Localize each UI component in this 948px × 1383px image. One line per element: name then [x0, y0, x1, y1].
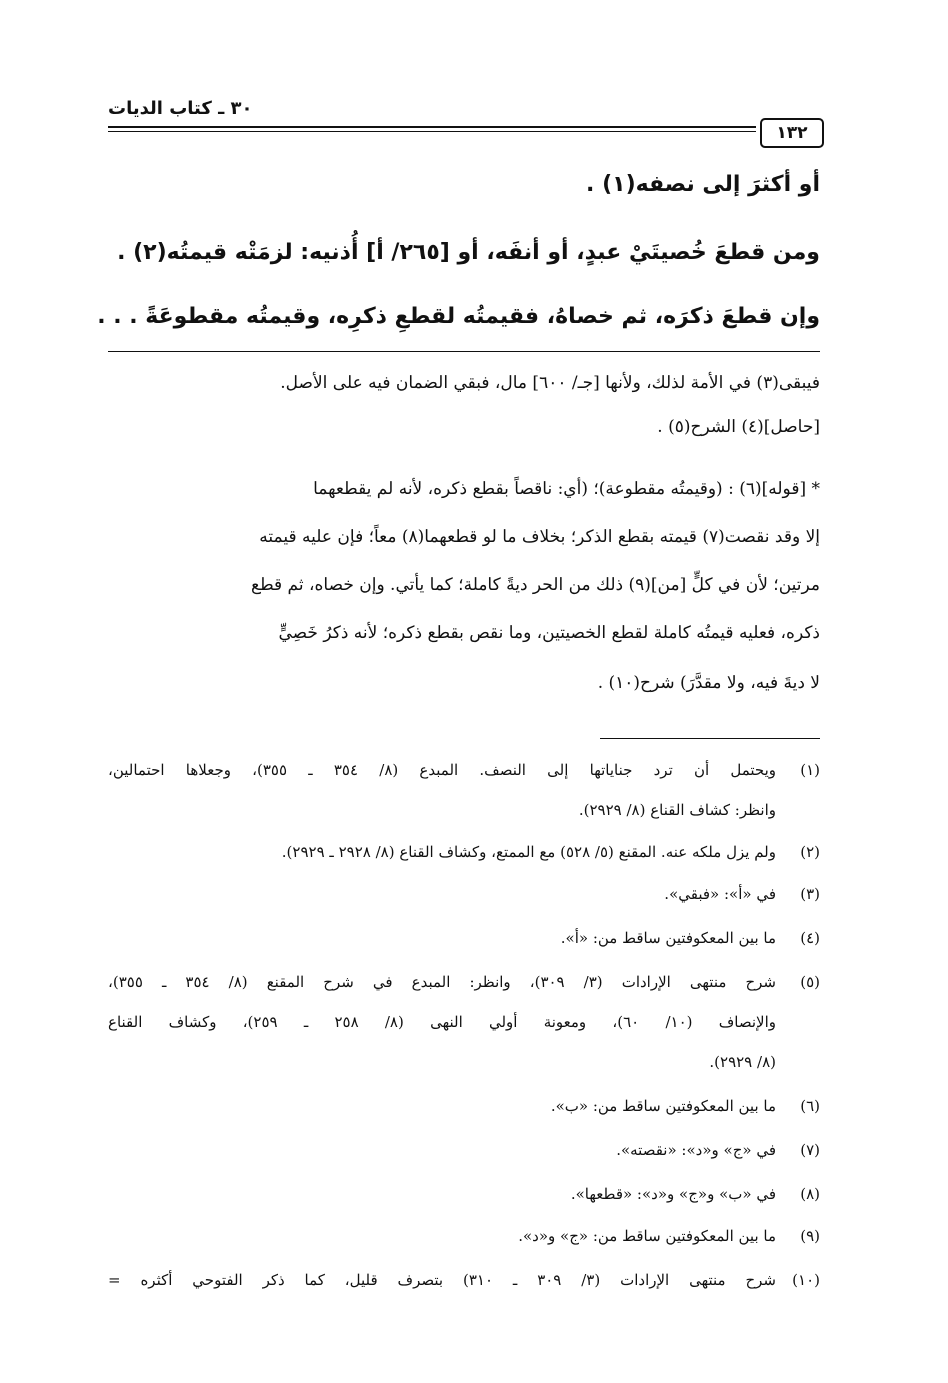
- footnote-text: في «أ»: «فبقي».: [664, 885, 776, 903]
- footnote-text: ما بين المعكوفتين ساقط من: «ب».: [550, 1097, 776, 1115]
- commentary-line: ذكره، فعليه قيمتُه كاملة لقطع الخصيتين، وما نقص بقطع ذكره؛ لأنه ذكرُ خَصِيٍّ: [278, 623, 820, 643]
- footnote-number: (٧): [800, 1141, 820, 1159]
- matn-line: أو أكثرَ إلى نصفه(١) .: [586, 172, 820, 197]
- footnote-text: ما بين المعكوفتين ساقط من: «ج» و«د».: [518, 1227, 776, 1245]
- footnote-number: (١٠): [792, 1271, 820, 1289]
- footnote-number: (٥): [800, 973, 820, 991]
- footnote-text: شرح منتهى الإرادات (٣/ ٣٠٩ ـ ٣١٠) بتصرف قليل، كما ذكر الفتوحي أكثره =: [108, 1271, 776, 1289]
- commentary-line: [حاصل](٤) الشرح(٥) .: [657, 417, 820, 437]
- footnote-number: (٨): [800, 1185, 820, 1203]
- footnote-separator-rule: [600, 738, 820, 739]
- footnote-continuation: وانظر: كشاف القناع (٨/ ٢٩٢٩).: [578, 801, 776, 819]
- footnote-text: في «ج» و«د»: «نقصته».: [616, 1141, 776, 1159]
- footnote-continuation: (٨/ ٢٩٢٩).: [709, 1053, 776, 1071]
- commentary-line: مرتين؛ لأن في كلٍّ [من](٩) ذلك من الحر ديةً كاملة؛ كما يأتي. وإن خصاه، ثم قطع: [251, 575, 820, 595]
- header-rule-thin: [108, 131, 756, 132]
- commentary-line: * [قوله](٦) : (وقيمتُه مقطوعة)؛ (أي: ناقصاً بقطع ذكره، لأنه لم يقطعهما: [313, 479, 820, 499]
- header-rule: [108, 126, 756, 128]
- page-number: ١٣٢: [760, 118, 824, 148]
- footnote-number: (٢): [800, 843, 820, 861]
- matn-separator-rule: [108, 351, 820, 352]
- footnote-number: (٩): [800, 1227, 820, 1245]
- footnote-number: (٦): [800, 1097, 820, 1115]
- running-title: ٣٠ ـ كتاب الديات: [108, 98, 253, 119]
- footnote-number: (٤): [800, 929, 820, 947]
- matn-line: وإن قطعَ ذكرَه، ثم خصاهُ، فقيمتُه لقطعِ ذكرِه، وقيمتُه مقطوعَةً . . .: [97, 304, 820, 329]
- commentary-line: فيبقى(٣) في الأمة لذلك، ولأنها [جـ/ ٦٠٠] مال، فبقي الضمان فيه على الأصل.: [280, 373, 820, 393]
- footnote-text: في «ب» و«ج» و«د»: «قطعها».: [570, 1185, 776, 1203]
- footnote-text: شرح منتهى الإرادات (٣/ ٣٠٩)، وانظر: المبدع في شرح المقنع (٨/ ٣٥٤ ـ ٣٥٥)،: [108, 973, 776, 991]
- footnote-number: (٣): [800, 885, 820, 903]
- commentary-line: إلا وقد نقصت(٧) قيمته بقطع الذكر؛ بخلاف ما لو قطعهما(٨) معاً؛ فإن عليه قيمته: [259, 527, 820, 547]
- footnote-text: ما بين المعكوفتين ساقط من: «أ».: [560, 929, 776, 947]
- matn-line: ومن قطعَ خُصيتَيْ عبدٍ، أو أنفَه، أو [٢٦٥/ أ] أُذنيه: لزمَتْه قيمتُه(٢) .: [117, 240, 820, 265]
- commentary-line: لا ديةَ فيه، ولا مقدَّرَ) شرح(١٠) .: [597, 673, 820, 693]
- footnote-number: (١): [800, 761, 820, 779]
- footnote-text: ولم يزل ملكه عنه. المقنع (٥/ ٥٢٨) مع الممتع، وكشاف القناع (٨/ ٢٩٢٨ ـ ٢٩٢٩).: [281, 843, 776, 861]
- footnote-continuation: والإنصاف (١٠/ ٦٠)، ومعونة أولي النهى (٨/ ٢٥٨ ـ ٢٥٩)، وكشاف القناع: [108, 1013, 777, 1031]
- footnote-text: ويحتمل أن ترد جناياتها إلى النصف. المبدع (٨/ ٣٥٤ ـ ٣٥٥)، وجعلاها احتمالين،: [108, 761, 777, 779]
